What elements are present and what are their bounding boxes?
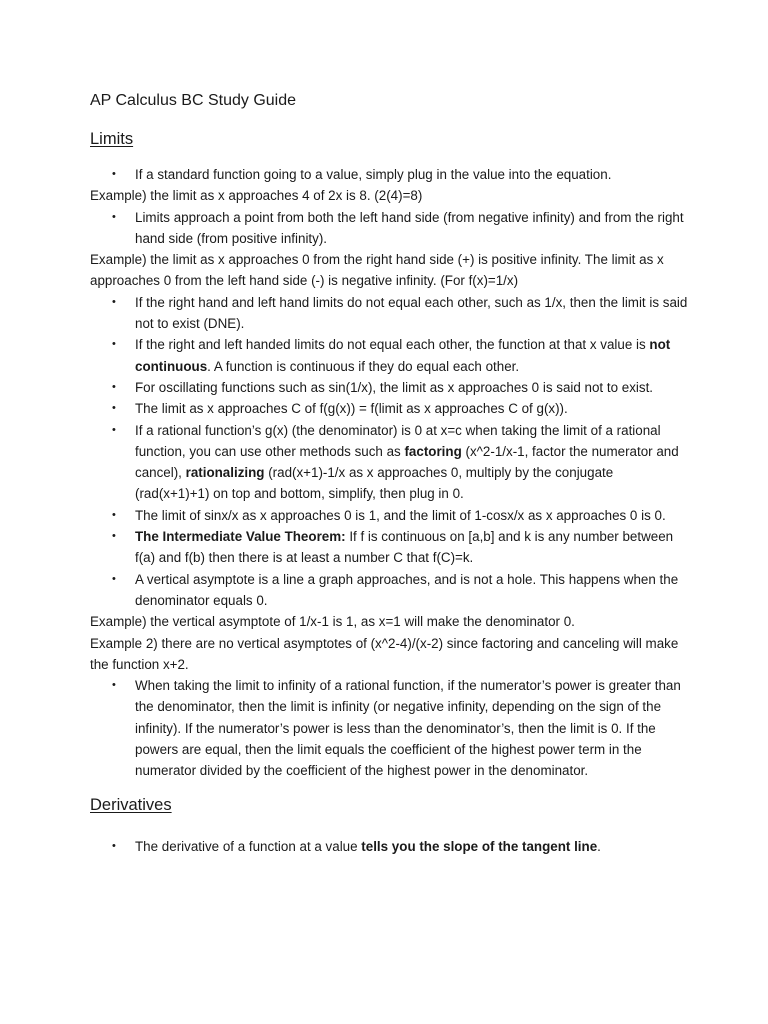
bullet-icon: • bbox=[112, 839, 116, 852]
bold-term: not continuous bbox=[135, 337, 671, 374]
section-heading-limits: Limits bbox=[90, 130, 134, 148]
document-page bbox=[90, 90, 690, 857]
list-item bbox=[90, 569, 690, 612]
list-item-text: If a standard function going to a value, simply plug in the value into the equation. bbox=[135, 167, 612, 182]
text-run: (rad(x+1)-1/x as x approaches 0, multiply by the conjugate (rad(x+1)+1) on top and bottom, simplify, then plug in 0. bbox=[135, 465, 614, 502]
list-item bbox=[90, 164, 690, 185]
list-item bbox=[90, 398, 690, 419]
list-item-text: The limit as x approaches C of f(g(x)) = f(limit as x approaches C of g(x)). bbox=[135, 401, 568, 417]
bold-term: tells you the slope of the tangent line bbox=[361, 838, 598, 854]
bullet-icon: • bbox=[112, 295, 116, 308]
list-item bbox=[90, 505, 690, 526]
list-item bbox=[90, 207, 690, 250]
list-item bbox=[90, 675, 690, 781]
bullet-icon: • bbox=[112, 338, 116, 351]
bold-term: The Intermediate Value Theorem: bbox=[135, 529, 346, 545]
section-heading-derivatives: Derivatives bbox=[90, 795, 172, 814]
bullet-icon: • bbox=[112, 402, 116, 415]
bullet-icon: • bbox=[112, 168, 116, 180]
list-item-text: If the right hand and left hand limits do not equal each other, such as 1/x, then the limit is said not to exist (DNE). bbox=[135, 294, 688, 332]
text-run: . bbox=[597, 838, 601, 854]
text-run: If a rational function’s g(x) (the denominator) is 0 at x=c when taking the limit of a rational function, you can use other methods such as bbox=[135, 422, 661, 459]
list-item-text bbox=[135, 423, 679, 502]
text-run: . A function is continuous if they do equal each other. bbox=[207, 358, 520, 374]
bullet-icon: • bbox=[112, 210, 116, 223]
list-item bbox=[90, 377, 690, 398]
bullet-icon: • bbox=[112, 679, 116, 692]
list-item-text: A vertical asymptote is a line a graph approaches, and is not a hole. This happens when the denominator equals 0. bbox=[135, 571, 679, 608]
example-text: Example) the limit as x approaches 4 of 2x is 8. (2(4)=8) bbox=[90, 188, 423, 204]
example-text: Example) the limit as x approaches 0 from the right hand side (+) is positive infinity. The limit as x approaches 0 from the left hand side (-) is negative infinity. (For f(x)=1/x) bbox=[90, 252, 664, 289]
list-item bbox=[90, 292, 690, 335]
bullet-icon: • bbox=[112, 530, 116, 543]
list-item-text bbox=[135, 529, 673, 565]
list-item-text: The limit of sinx/x as x approaches 0 is 1, and the limit of 1-cosx/x as x approaches 0 is 0. bbox=[135, 507, 666, 523]
list-item bbox=[90, 334, 690, 377]
bullet-icon: • bbox=[112, 380, 116, 393]
example-text: Example 2) there are no vertical asymptotes of (x^2-4)/(x-2) since factoring and canceling will make the function x+2. bbox=[90, 635, 679, 672]
list-item-text: For oscillating functions such as sin(1/x), the limit as x approaches 0 is said not to exist. bbox=[135, 379, 654, 395]
bullet-icon: • bbox=[112, 572, 116, 585]
text-run: (x^2-1/x-1, factor the numerator and cancel), bbox=[135, 443, 679, 481]
document-title: AP Calculus BC Study Guide bbox=[90, 92, 297, 109]
bullet-icon: • bbox=[112, 423, 116, 436]
bullet-icon: • bbox=[112, 508, 116, 521]
list-item-text bbox=[135, 337, 670, 373]
text-run: The derivative of a function at a value bbox=[135, 838, 362, 854]
list-item-text bbox=[135, 839, 601, 854]
bold-term: factoring bbox=[404, 443, 462, 459]
example-text: Example) the vertical asymptote of 1/x-1 is 1, as x=1 will make the denominator 0. bbox=[90, 614, 575, 630]
bold-term: rationalizing bbox=[185, 465, 265, 481]
list-item bbox=[90, 526, 690, 569]
list-item bbox=[90, 420, 690, 505]
text-run: If f is continuous on [a,b] and k is any number between f(a) and f(b) then there is at least a number C that f(C)=k. bbox=[135, 529, 674, 566]
list-item-text: When taking the limit to infinity of a rational function, if the numerator’s power is greater than the denominator, then the limit is infinity (or negative infinity, depending on the sign of the infinity). If the numerator’s power is less than the denominator’s, then the limit is 0. If the powers are equal, then the limit equals the coefficient of the highest power term in the numerator divided by the coefficient of the highest power in the denominator. bbox=[135, 678, 681, 779]
list-item bbox=[90, 836, 690, 857]
list-item-text: Limits approach a point from both the left hand side (from negative infinity) and from the right hand side (from positive infinity). bbox=[135, 209, 684, 246]
text-run: If the right and left handed limits do not equal each other, the function at that x value is bbox=[135, 337, 650, 353]
